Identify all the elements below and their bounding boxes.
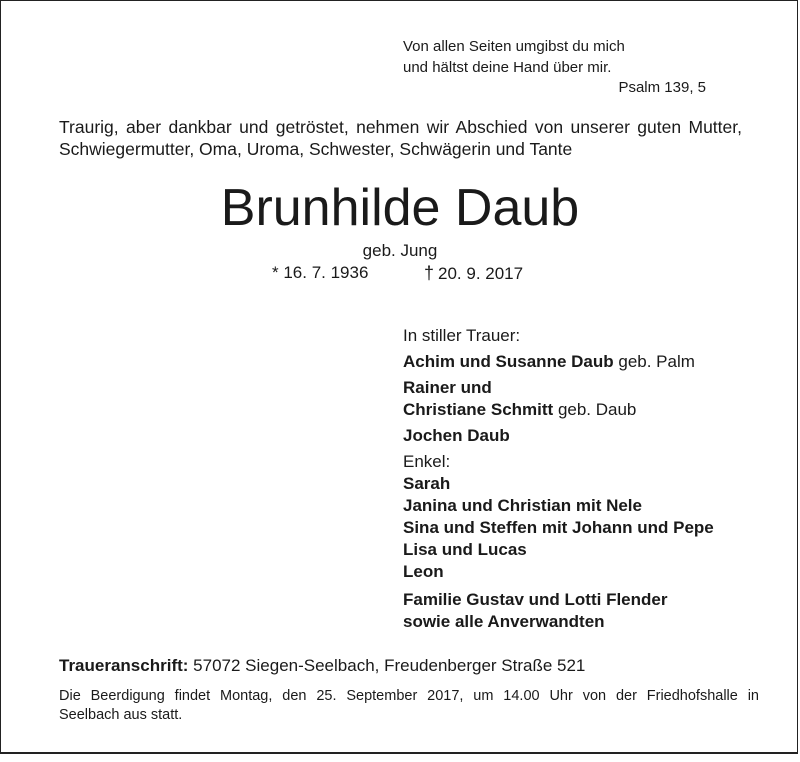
other-mourners-item: sowie alle Anverwandten xyxy=(403,612,605,631)
birth-date: * 16. 7. 1936 xyxy=(272,263,369,282)
burial-line-2: Seelbach aus statt. xyxy=(59,707,183,723)
psalm-source: Psalm 139, 5 xyxy=(618,79,706,96)
grandchild-item: Sina und Steffen mit Johann und Pepe xyxy=(403,518,714,537)
mourner-name: Achim und Susanne Daub xyxy=(403,352,614,371)
mourner-name: Christiane Schmitt xyxy=(403,400,554,419)
address-label: Traueranschrift: xyxy=(59,656,189,675)
grandchild-item: Lisa und Lucas xyxy=(403,540,527,559)
psalm-quote xyxy=(403,36,625,78)
mourner-family-2-line-1: Rainer und xyxy=(403,378,492,397)
burial-notice xyxy=(59,687,759,725)
other-mourners-item: Familie Gustav und Lotti Flender xyxy=(403,590,668,609)
deceased-name: Brunhilde Daub xyxy=(220,179,580,237)
psalm-line-1: Von allen Seiten umgibst du mich xyxy=(403,38,625,55)
burial-line-1: Die Beerdigung findet Montag, den 25. September 2017, um 14.00 Uhr von der Friedhofshalle in xyxy=(59,688,759,704)
mourners-list xyxy=(403,325,714,633)
intro-line-2: Schwiegermutter, Oma, Uroma, Schwester, Schwägerin und Tante xyxy=(59,139,573,159)
address-value: 57072 Siegen-Seelbach, Freudenberger Straße 521 xyxy=(193,656,586,675)
mourner-suffix: geb. Daub xyxy=(557,400,637,419)
grandchildren-label: Enkel: xyxy=(403,452,451,471)
grandchild-item: Leon xyxy=(403,562,444,581)
intro-line-1: Traurig, aber dankbar und getröstet, nehmen wir Abschied von unserer guten Mutter, xyxy=(59,117,742,137)
grandchild-item: Sarah xyxy=(403,474,451,493)
mourning-address xyxy=(59,656,585,676)
birth-name: geb. Jung xyxy=(362,241,438,260)
mourners-heading: In stiller Trauer: xyxy=(403,326,521,345)
psalm-line-2: und hältst deine Hand über mir. xyxy=(403,59,612,76)
death-date-group xyxy=(424,263,523,284)
death-date: 20. 9. 2017 xyxy=(438,264,524,283)
grandchild-item: Janina und Christian mit Nele xyxy=(403,496,642,515)
cross-icon: † xyxy=(424,263,435,283)
mourner-family-3: Jochen Daub xyxy=(403,426,510,445)
intro-text xyxy=(59,116,742,160)
mourner-family-1 xyxy=(403,351,714,373)
mourner-suffix: geb. Palm xyxy=(618,352,695,371)
mourner-family-2 xyxy=(403,399,714,421)
